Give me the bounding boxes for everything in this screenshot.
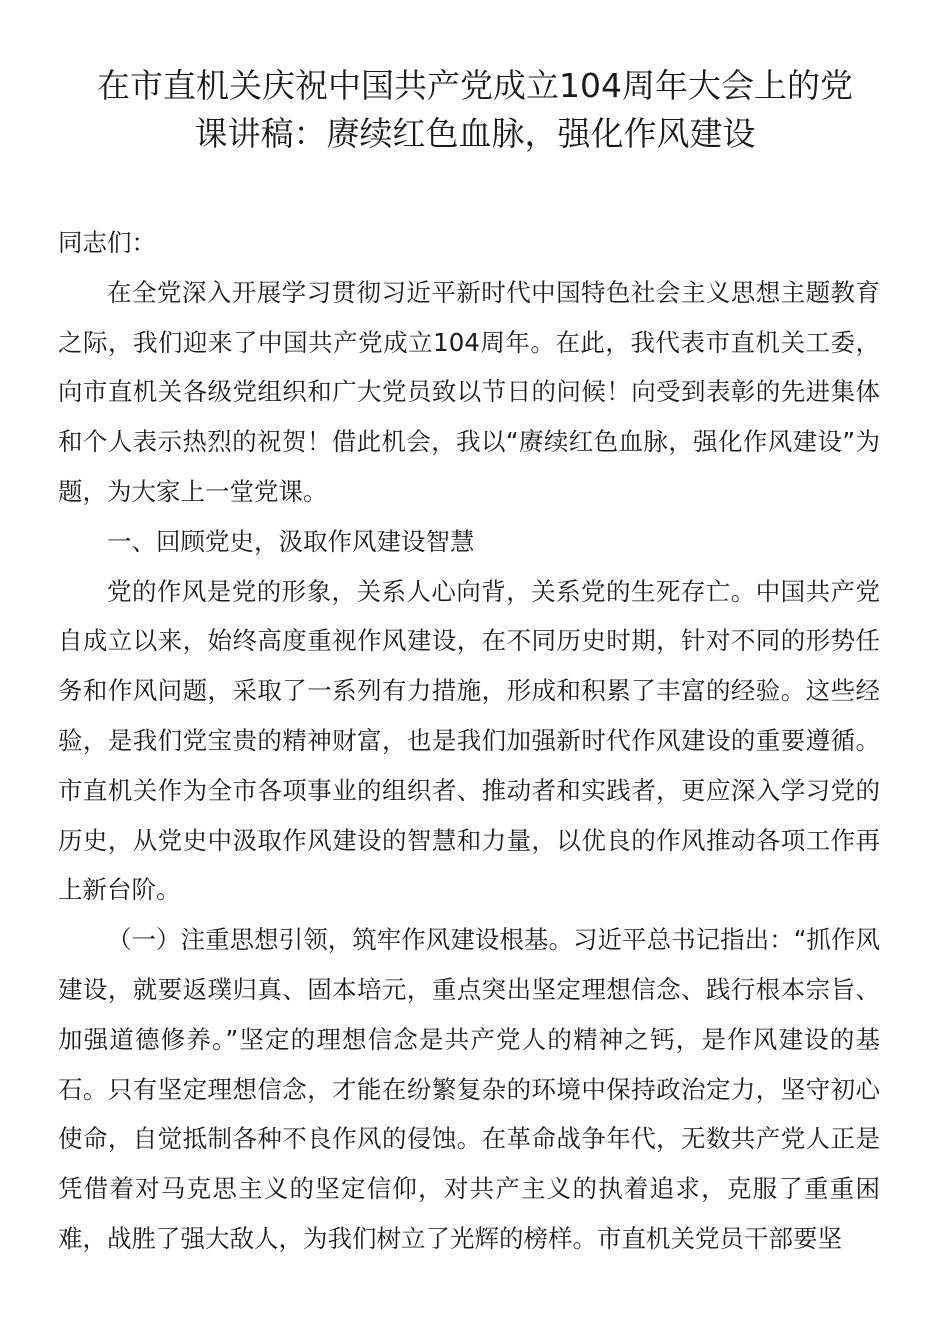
salutation: 同志们：: [58, 228, 156, 257]
title-line-2: 课讲稿：赓续红色血脉，强化作风建设: [194, 114, 756, 153]
section-heading-1: 一、回顾党史，汲取作风建设智慧: [107, 526, 475, 556]
paragraph-subsection-1: （一）注重思想引领，筑牢作风建设根基。习近平总书记指出：“抓作风建设，就要返璞归真、固本培元，重点突出坚定理想信念、践行根本宗旨、加强道德修养。”坚定的理想信念是共产党人的精神之钙，是作风建设的基石。只有坚定理想信念，才能在纷繁复杂的环境中保持政治定力，坚守初心使命，自觉抵制各种不良作风的侵蚀。在革命战争年代，无数共产党人正是凭借着对马克思主义的坚定信仰，对共产主义的执着追求，克服了重重困难，战胜了强大敌人，为我们树立了光辉的榜样。市直机关党员干部要坚: [58, 925, 880, 1253]
document-title: [58, 62, 880, 158]
paragraph-intro: 在全党深入开展学习贯彻习近平新时代中国特色社会主义思想主题教育之际，我们迎来了中国共产党成立104周年。在此，我代表市直机关工委，向市直机关各级党组织和广大党员致以节日的问候！向受到表彰的先进集体和个人表示热烈的祝贺！借此机会，我以“赓续红色血脉，强化作风建设”为题，为大家上一堂党课。: [58, 277, 880, 506]
paragraph-section-1: 党的作风是党的形象，关系人心向背，关系党的生死存亡。中国共产党自成立以来，始终高度重视作风建设，在不同历史时期，针对不同的形势任务和作风问题，采取了一系列有力措施，形成和积累了丰富的经验。这些经验，是我们党宝贵的精神财富，也是我们加强新时代作风建设的重要遵循。市直机关作为全市各项事业的组织者、推动者和实践者，更应深入学习党的历史，从党史中汲取作风建设的智慧和力量，以优良的作风推动各项工作再上新台阶。: [58, 576, 880, 905]
document-body: [58, 218, 880, 1264]
title-line-1: 在市直机关庆祝中国共产党成立104周年大会上的党: [97, 66, 853, 105]
